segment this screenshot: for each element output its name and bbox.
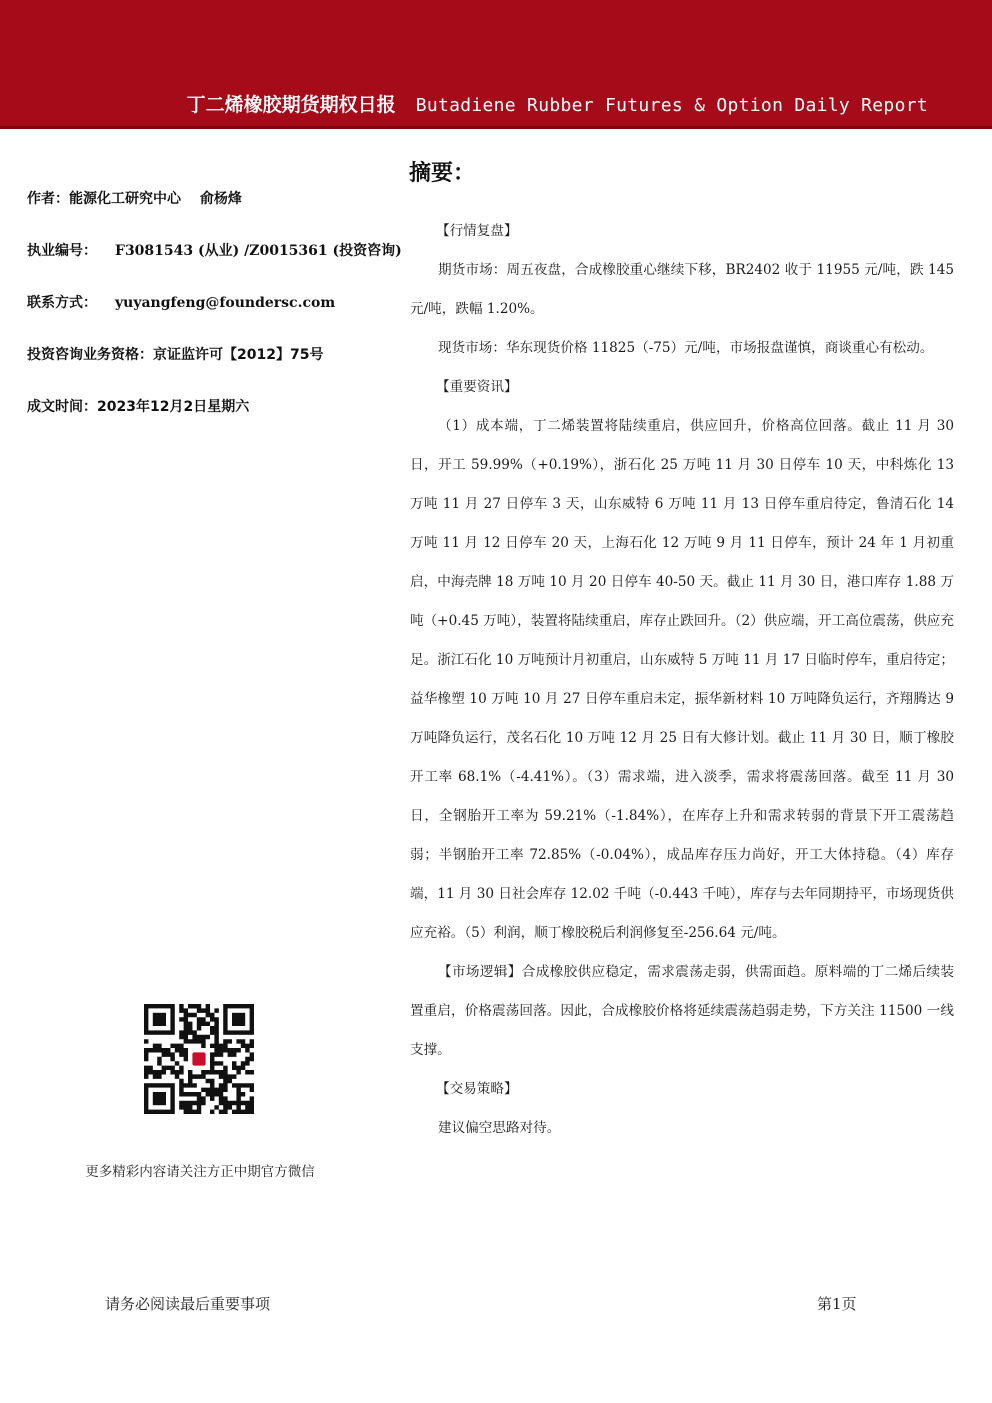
date-label: 成文时间： [27, 399, 97, 415]
strategy-heading: 【交易策略】 [436, 1081, 518, 1097]
header-banner [0, 0, 992, 129]
news-paragraph: （1）成本端，丁二烯装置将陆续重启，供应回升，价格高位回落。截止 11 月 30 日，开工 59.99%（+0.19%），浙石化 25 万吨 11 月 30 日停车 10 天，中科炼化 13 万吨 11 月 27 日停车 3 天，山东威特 6 万吨 11 月 13 日停车重启待定，鲁清石化 14 万吨 11 月 12 日停车 20 天，上海石化 12 万吨 9 月 11 日停车，预计 24 年 1 月初重启，中海壳牌 18 万吨 10 月 20 日停车 40-50 天。截止 11 月 30 日，港口库存 1.88 万吨（+0.45 万吨），装置将陆续重启，库存止跌回升。（2）供应端，开工高位震荡，供应充足。浙江石化 10 万吨预计月初重启，山东威特 5 万吨 11 月 17 日临时停车，重启待定；益华橡塑 10 万吨 10 月 27 日停车重启未定，振华新材料 10 万吨降负运行，齐翔腾达 9 万吨降负运行，茂名石化 10 万吨 12 月 25 日有大修计划。截止 11 月 30 日，顺丁橡胶开工率 68.1%（-4.41%）。（3）需求端，进入淡季，需求将震荡回落。截至 11 月 30 日，全钢胎开工率为 59.21%（-1.84%），在库存上升和需求转弱的背景下开工震荡趋弱；半钢胎开工率 72.85%（-0.04%），成品库存压力尚好，开工大体持稳。（4）库存端，11 月 30 日社会库存 12.02 千吨（-0.443 千吨），库存与去年同期持平，市场现货供应充裕。（5）利润，顺丁橡胶税后利润修复至-256.64 元/吨。 [410, 418, 954, 941]
page-number: 第1页 [817, 1295, 857, 1313]
qualification-value: 京证监许可【2012】75号 [153, 347, 324, 363]
spot-market-paragraph: 现货市场：华东现货价格 11825（-75）元/吨，市场报盘谨慎，商谈重心有松动。 [438, 340, 934, 356]
license-value: F3081543 (从业) /Z0015361 (投资咨询) [115, 243, 402, 259]
date-value: 2023年12月2日星期六 [97, 399, 250, 415]
summary-title: 摘要： [409, 161, 476, 186]
author-value: 能源化工研究中心 俞杨烽 [69, 191, 242, 207]
summary-content [410, 212, 954, 1148]
license-row [27, 240, 402, 292]
date-row [27, 396, 387, 448]
report-title [187, 92, 928, 119]
market-review-heading: 【行情复盘】 [436, 223, 518, 239]
contact-row [27, 292, 387, 344]
license-label: 执业编号： [27, 243, 97, 259]
news-heading: 【重要资讯】 [436, 379, 518, 395]
strategy-paragraph: 建议偏空思路对待。 [438, 1120, 561, 1136]
contact-email[interactable]: yuyangfeng@foundersc.com [115, 295, 336, 311]
futures-market-paragraph: 期货市场：周五夜盘，合成橡胶重心继续下移，BR2402 收于 11955 元/吨，跌 145 元/吨，跌幅 1.20%。 [410, 262, 954, 317]
qualification-label: 投资咨询业务资格： [27, 347, 153, 363]
qualification-row [27, 344, 387, 396]
report-title-en: Butadiene Rubber Futures & Option Daily Report [415, 95, 928, 116]
author-row [27, 188, 387, 240]
logic-paragraph: 【市场逻辑】合成橡胶供应稳定，需求震荡走弱，供需面趋。原料端的丁二烯后续装置重启，价格震荡回落。因此，合成橡胶价格将延续震荡趋弱走势，下方关注 11500 一线支撑。 [410, 964, 954, 1058]
report-title-cn: 丁二烯橡胶期货期权日报 [186, 94, 396, 116]
author-label: 作者： [27, 191, 69, 207]
author-info [27, 188, 402, 448]
contact-label: 联系方式： [27, 295, 97, 311]
footer-notice: 请务必阅读最后重要事项 [105, 1295, 271, 1313]
qr-code-icon [144, 1004, 254, 1114]
qr-caption: 更多精彩内容请关注方正中期官方微信 [85, 1164, 315, 1180]
